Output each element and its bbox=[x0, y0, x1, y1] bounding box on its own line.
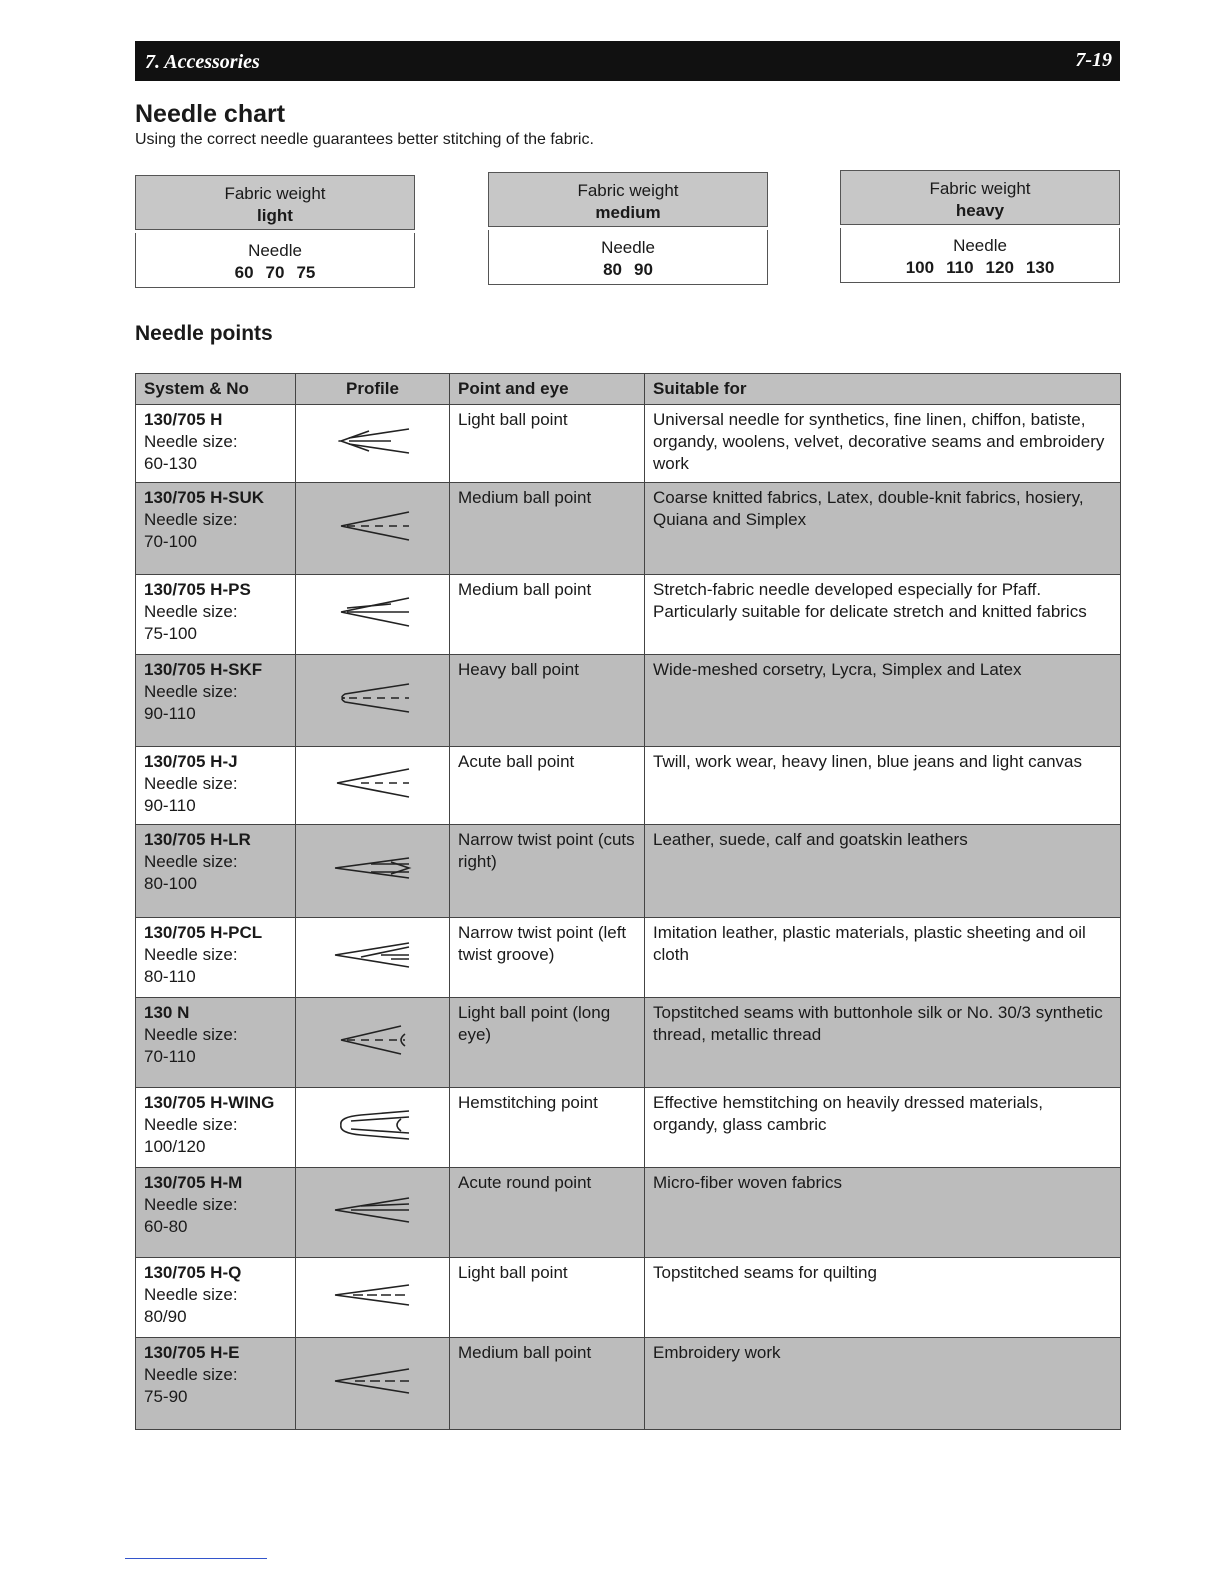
system-number: 130 N bbox=[144, 1003, 190, 1022]
system-cell bbox=[136, 918, 296, 998]
point-cell: Narrow twist point (cuts right) bbox=[450, 825, 645, 918]
light-ball-point-icon bbox=[323, 419, 423, 463]
table-row bbox=[136, 1338, 1121, 1430]
point-cell: Medium ball point bbox=[450, 575, 645, 655]
profile-cell bbox=[296, 405, 450, 483]
needle-size: 90 bbox=[634, 260, 653, 279]
weight-header: Fabric weight light bbox=[135, 175, 415, 230]
table-row bbox=[136, 405, 1121, 483]
heavy-ball-point-icon bbox=[323, 676, 423, 720]
system-number: 130/705 H bbox=[144, 410, 223, 429]
size-range: 100/120 bbox=[144, 1137, 206, 1156]
system-number: 130/705 H-Q bbox=[144, 1263, 242, 1282]
weight-value: medium bbox=[595, 203, 661, 222]
system-number: 130/705 H-PCL bbox=[144, 923, 263, 942]
needle-points-table bbox=[135, 373, 1121, 1430]
profile-cell bbox=[296, 655, 450, 747]
size-range: 75-90 bbox=[144, 1387, 188, 1406]
table-row bbox=[136, 483, 1121, 575]
size-label: Needle size: bbox=[144, 1195, 238, 1214]
system-cell bbox=[136, 575, 296, 655]
size-label: Needle size: bbox=[144, 432, 238, 451]
size-label: Needle size: bbox=[144, 1365, 238, 1384]
profile-cell bbox=[296, 918, 450, 998]
table-row bbox=[136, 1088, 1121, 1168]
table-row bbox=[136, 575, 1121, 655]
needle-size: 70 bbox=[265, 263, 285, 282]
size-label: Needle size: bbox=[144, 1285, 238, 1304]
point-cell: Light ball point bbox=[450, 405, 645, 483]
weight-header: Fabric weight heavy bbox=[840, 170, 1120, 225]
page-subtitle: Using the correct needle guarantees better stitching of the fabric. bbox=[135, 131, 594, 148]
size-range: 90-110 bbox=[144, 704, 196, 723]
point-cell: Heavy ball point bbox=[450, 655, 645, 747]
needle-size: 130 bbox=[1025, 258, 1055, 277]
table-row bbox=[136, 1258, 1121, 1338]
system-number: 130/705 H-PS bbox=[144, 580, 251, 599]
system-number: 130/705 H-SKF bbox=[144, 660, 263, 679]
footer-rule bbox=[125, 1558, 267, 1559]
suitable-cell: Leather, suede, calf and goatskin leathers bbox=[645, 825, 1121, 918]
size-label: Needle size: bbox=[144, 1025, 238, 1044]
size-range: 80-110 bbox=[144, 967, 196, 986]
page-title: Needle chart bbox=[135, 100, 286, 128]
needle-size: 120 bbox=[985, 258, 1014, 277]
point-cell: Narrow twist point (left twist groove) bbox=[450, 918, 645, 998]
suitable-cell: Stretch-fabric needle developed especially for Pfaff. Particularly suitable for delicate stretch and knitted fabrics bbox=[645, 575, 1121, 655]
profile-cell bbox=[296, 998, 450, 1088]
stretch-point-icon bbox=[323, 590, 423, 634]
weight-header: Fabric weight medium bbox=[488, 172, 768, 227]
quilting-point-icon bbox=[323, 1273, 423, 1317]
table-row bbox=[136, 998, 1121, 1088]
needle-size: 75 bbox=[296, 263, 316, 282]
section-subtitle: Needle points bbox=[135, 322, 273, 345]
profile-cell bbox=[296, 1258, 450, 1338]
weight-box-medium bbox=[488, 172, 768, 285]
column-header: Profile bbox=[296, 374, 450, 405]
profile-cell bbox=[296, 1088, 450, 1168]
table-row bbox=[136, 747, 1121, 825]
system-cell bbox=[136, 405, 296, 483]
system-number: 130/705 H-WING bbox=[144, 1093, 275, 1112]
size-label: Needle size: bbox=[144, 602, 238, 621]
weight-value: heavy bbox=[955, 201, 1005, 220]
twist-point-left-icon bbox=[323, 933, 423, 977]
system-cell bbox=[136, 998, 296, 1088]
size-label: Needle size: bbox=[144, 852, 238, 871]
point-cell: Acute round point bbox=[450, 1168, 645, 1258]
section-title: 7. Accessories bbox=[145, 51, 260, 73]
system-cell bbox=[136, 1088, 296, 1168]
system-number: 130/705 H-M bbox=[144, 1173, 243, 1192]
column-header: System & No bbox=[136, 374, 296, 405]
point-cell: Light ball point bbox=[450, 1258, 645, 1338]
profile-cell bbox=[296, 1168, 450, 1258]
wing-point-icon bbox=[323, 1103, 423, 1147]
medium-ball-point-icon bbox=[323, 504, 423, 548]
needle-size: 60 bbox=[234, 263, 254, 282]
needle-sizes: Needle 80 90 bbox=[488, 230, 768, 285]
point-cell: Light ball point (long eye) bbox=[450, 998, 645, 1088]
system-cell bbox=[136, 655, 296, 747]
profile-cell bbox=[296, 483, 450, 575]
size-label: Needle size: bbox=[144, 774, 238, 793]
weight-value: light bbox=[257, 206, 293, 225]
profile-cell bbox=[296, 575, 450, 655]
size-range: 70-100 bbox=[144, 532, 197, 551]
system-cell bbox=[136, 483, 296, 575]
system-cell bbox=[136, 1258, 296, 1338]
needle-size: 110 bbox=[946, 258, 974, 277]
system-number: 130/705 H-E bbox=[144, 1343, 240, 1362]
profile-cell bbox=[296, 825, 450, 918]
system-number: 130/705 H-J bbox=[144, 752, 238, 771]
point-cell: Acute ball point bbox=[450, 747, 645, 825]
size-range: 80/90 bbox=[144, 1307, 187, 1326]
size-label: Needle size: bbox=[144, 510, 238, 529]
suitable-cell: Coarse knitted fabrics, Latex, double-knit fabrics, hosiery, Quiana and Simplex bbox=[645, 483, 1121, 575]
twist-point-right-icon bbox=[323, 846, 423, 890]
system-cell bbox=[136, 747, 296, 825]
size-range: 60-80 bbox=[144, 1217, 188, 1236]
size-range: 60-130 bbox=[144, 454, 197, 473]
needle-sizes: Needle 60 70 75 bbox=[135, 233, 415, 288]
size-range: 70-110 bbox=[144, 1047, 196, 1066]
system-number: 130/705 H-SUK bbox=[144, 488, 265, 507]
size-label: Needle size: bbox=[144, 1115, 238, 1134]
acute-round-point-icon bbox=[323, 1188, 423, 1232]
weight-box-heavy bbox=[840, 170, 1120, 283]
table-row bbox=[136, 655, 1121, 747]
suitable-cell: Universal needle for synthetics, fine linen, chiffon, batiste, organdy, woolens, velvet, decorative seams and embroidery work bbox=[645, 405, 1121, 483]
needle-sizes: Needle 100 110 120 130 bbox=[840, 228, 1120, 283]
size-label: Needle size: bbox=[144, 682, 238, 701]
suitable-cell: Imitation leather, plastic materials, plastic sheeting and oil cloth bbox=[645, 918, 1121, 998]
suitable-cell: Micro-fiber woven fabrics bbox=[645, 1168, 1121, 1258]
point-cell: Medium ball point bbox=[450, 483, 645, 575]
size-range: 80-100 bbox=[144, 874, 197, 893]
table-row bbox=[136, 918, 1121, 998]
suitable-cell: Effective hemstitching on heavily dressed materials, organdy, glass cambric bbox=[645, 1088, 1121, 1168]
suitable-cell: Wide-meshed corsetry, Lycra, Simplex and Latex bbox=[645, 655, 1121, 747]
system-cell bbox=[136, 825, 296, 918]
table-row bbox=[136, 825, 1121, 918]
size-range: 90-110 bbox=[144, 796, 196, 815]
weight-box-light bbox=[135, 175, 415, 288]
needle-size: 80 bbox=[603, 260, 622, 279]
suitable-cell: Embroidery work bbox=[645, 1338, 1121, 1430]
system-cell bbox=[136, 1338, 296, 1430]
page-number: 7-19 bbox=[1075, 49, 1112, 71]
suitable-cell: Topstitched seams with buttonhole silk or No. 30/3 synthetic thread, metallic thread bbox=[645, 998, 1121, 1088]
suitable-cell: Twill, work wear, heavy linen, blue jeans and light canvas bbox=[645, 747, 1121, 825]
needle-size: 100 bbox=[905, 258, 935, 277]
long-eye-point-icon bbox=[323, 1018, 423, 1062]
embroidery-point-icon bbox=[323, 1359, 423, 1403]
column-header: Point and eye bbox=[450, 374, 645, 405]
point-cell: Medium ball point bbox=[450, 1338, 645, 1430]
section-header-bar bbox=[135, 41, 1120, 81]
suitable-cell: Topstitched seams for quilting bbox=[645, 1258, 1121, 1338]
column-header: Suitable for bbox=[645, 374, 1121, 405]
table-header-row bbox=[136, 374, 1121, 405]
acute-ball-point-icon bbox=[323, 761, 423, 805]
profile-cell bbox=[296, 747, 450, 825]
size-label: Needle size: bbox=[144, 945, 238, 964]
point-cell: Hemstitching point bbox=[450, 1088, 645, 1168]
table-row bbox=[136, 1168, 1121, 1258]
profile-cell bbox=[296, 1338, 450, 1430]
system-number: 130/705 H-LR bbox=[144, 830, 251, 849]
system-cell bbox=[136, 1168, 296, 1258]
size-range: 75-100 bbox=[144, 624, 197, 643]
